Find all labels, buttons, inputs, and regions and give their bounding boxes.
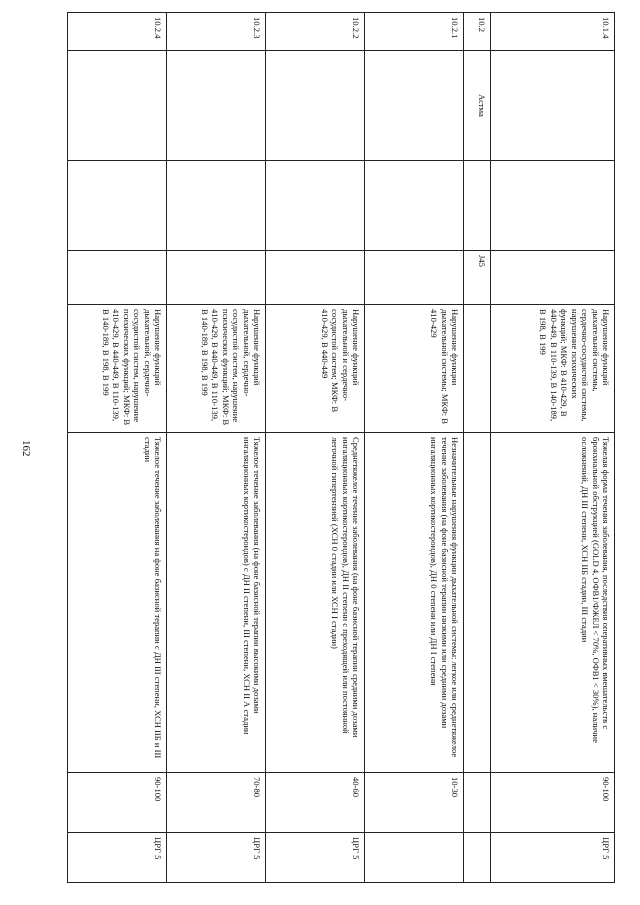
code-cell: 10.2.2 bbox=[266, 13, 365, 51]
function-impairment-cell: Нарушение функции дыхательной системы; МКФ: В 410-429 bbox=[365, 305, 464, 433]
function-impairment-cell: Нарушение функций дыхательной, сердечно-сосудистой систем, нарушение психических функций; МКФ: В 410-429, В 440-449, В 110-139, В 140-189, В 198, В 199 bbox=[68, 305, 167, 433]
mkb-cell bbox=[167, 251, 266, 305]
table-row bbox=[266, 13, 365, 883]
function-impairment-cell: Нарушение функций дыхательной системы, сердечно-сосудистой системы, нарушение психических функций; МКФ: В 410-429, В 440-449, В 110-139, В 140-189, В 198, В 199 bbox=[491, 305, 615, 433]
table-row bbox=[68, 13, 167, 883]
clinical-description-cell: Незначительные нарушения функции дыхательной системы: легкое или среднетяжелое течение заболевания (на фоне базисной терапии низкими или средними дозами ингаляционных кортикостероидов), ДН 0 степени или ДН I степени bbox=[365, 433, 464, 773]
code-cell: 10.2.3 bbox=[167, 13, 266, 51]
form-cell bbox=[68, 161, 167, 251]
group-cell bbox=[464, 833, 491, 883]
table-row bbox=[491, 13, 615, 883]
table-row bbox=[464, 13, 491, 883]
group-cell: ЦРГ 5 bbox=[68, 833, 167, 883]
clinical-description-cell: Среднетяжелое течение заболевания (на фоне базисной терапии средними дозами ингаляционных кортикостероидов), ДН II степени с преходящей или постоянной легочной гипертензией (ХСН 0 стадии или ХСН I стадии) bbox=[266, 433, 365, 773]
condition-cell bbox=[365, 51, 464, 161]
form-cell bbox=[167, 161, 266, 251]
mkb-cell: J45 bbox=[464, 251, 491, 305]
rotated-table-sheet bbox=[67, 12, 615, 882]
form-cell bbox=[491, 161, 615, 251]
code-cell: 10.2.1 bbox=[365, 13, 464, 51]
form-cell bbox=[365, 161, 464, 251]
clinical-description-cell bbox=[464, 433, 491, 773]
clinical-description-cell: Тяжелая форма течения заболевания, последствия оперативных вмешательств с бронхиальной обструкцией (GOLD 4, ОФВ1/ФЖЕЛ < 70%, ОФВ1 < 30%), наличие осложнений, ДН III степени, ХСН IIБ стадии, III стадии bbox=[491, 433, 615, 773]
table-row bbox=[365, 13, 464, 883]
group-cell: ЦРГ 5 bbox=[167, 833, 266, 883]
mkb-cell bbox=[68, 251, 167, 305]
form-cell bbox=[464, 161, 491, 251]
code-cell: 10.1.4 bbox=[491, 13, 615, 51]
mkb-cell bbox=[266, 251, 365, 305]
percent-cell: 10-30 bbox=[365, 773, 464, 833]
group-cell: ЦРГ 5 bbox=[491, 833, 615, 883]
percent-cell bbox=[464, 773, 491, 833]
percent-cell: 90-100 bbox=[491, 773, 615, 833]
condition-cell bbox=[266, 51, 365, 161]
condition-cell bbox=[68, 51, 167, 161]
condition-cell bbox=[167, 51, 266, 161]
mkb-cell bbox=[491, 251, 615, 305]
form-cell bbox=[266, 161, 365, 251]
function-impairment-cell bbox=[464, 305, 491, 433]
clinical-description-cell: Тяжелое течение заболевания на фоне базисной терапии с ДН III степени, ХСН IIБ и III стадии bbox=[68, 433, 167, 773]
mkb-cell bbox=[365, 251, 464, 305]
code-cell: 10.2.4 bbox=[68, 13, 167, 51]
disability-criteria-table bbox=[67, 12, 615, 883]
group-cell: ЦРГ 5 bbox=[266, 833, 365, 883]
code-cell: 10.2 bbox=[464, 13, 491, 51]
percent-cell: 90-100 bbox=[68, 773, 167, 833]
condition-cell: Астма bbox=[464, 51, 491, 161]
percent-cell: 70-80 bbox=[167, 773, 266, 833]
condition-cell bbox=[491, 51, 615, 161]
clinical-description-cell: Тяжелое течение заболевания (на фоне базисной терапии высокими дозами ингаляционных кортикостероидов) с ДН II степени, III степени, ХСН II А стадии bbox=[167, 433, 266, 773]
table-row bbox=[167, 13, 266, 883]
page-number: 162 bbox=[20, 440, 32, 457]
group-cell bbox=[365, 833, 464, 883]
percent-cell: 40-60 bbox=[266, 773, 365, 833]
function-impairment-cell: Нарушение функций дыхательной и сердечно-сосудистой систем; МКФ: В 410-429, В 440-449 bbox=[266, 305, 365, 433]
function-impairment-cell: Нарушение функций дыхательной, сердечно-сосудистой систем, нарушение психических функций; МКФ: В 410-429, В 440-449, В 110-139, В 140-189, В 198, В 199 bbox=[167, 305, 266, 433]
